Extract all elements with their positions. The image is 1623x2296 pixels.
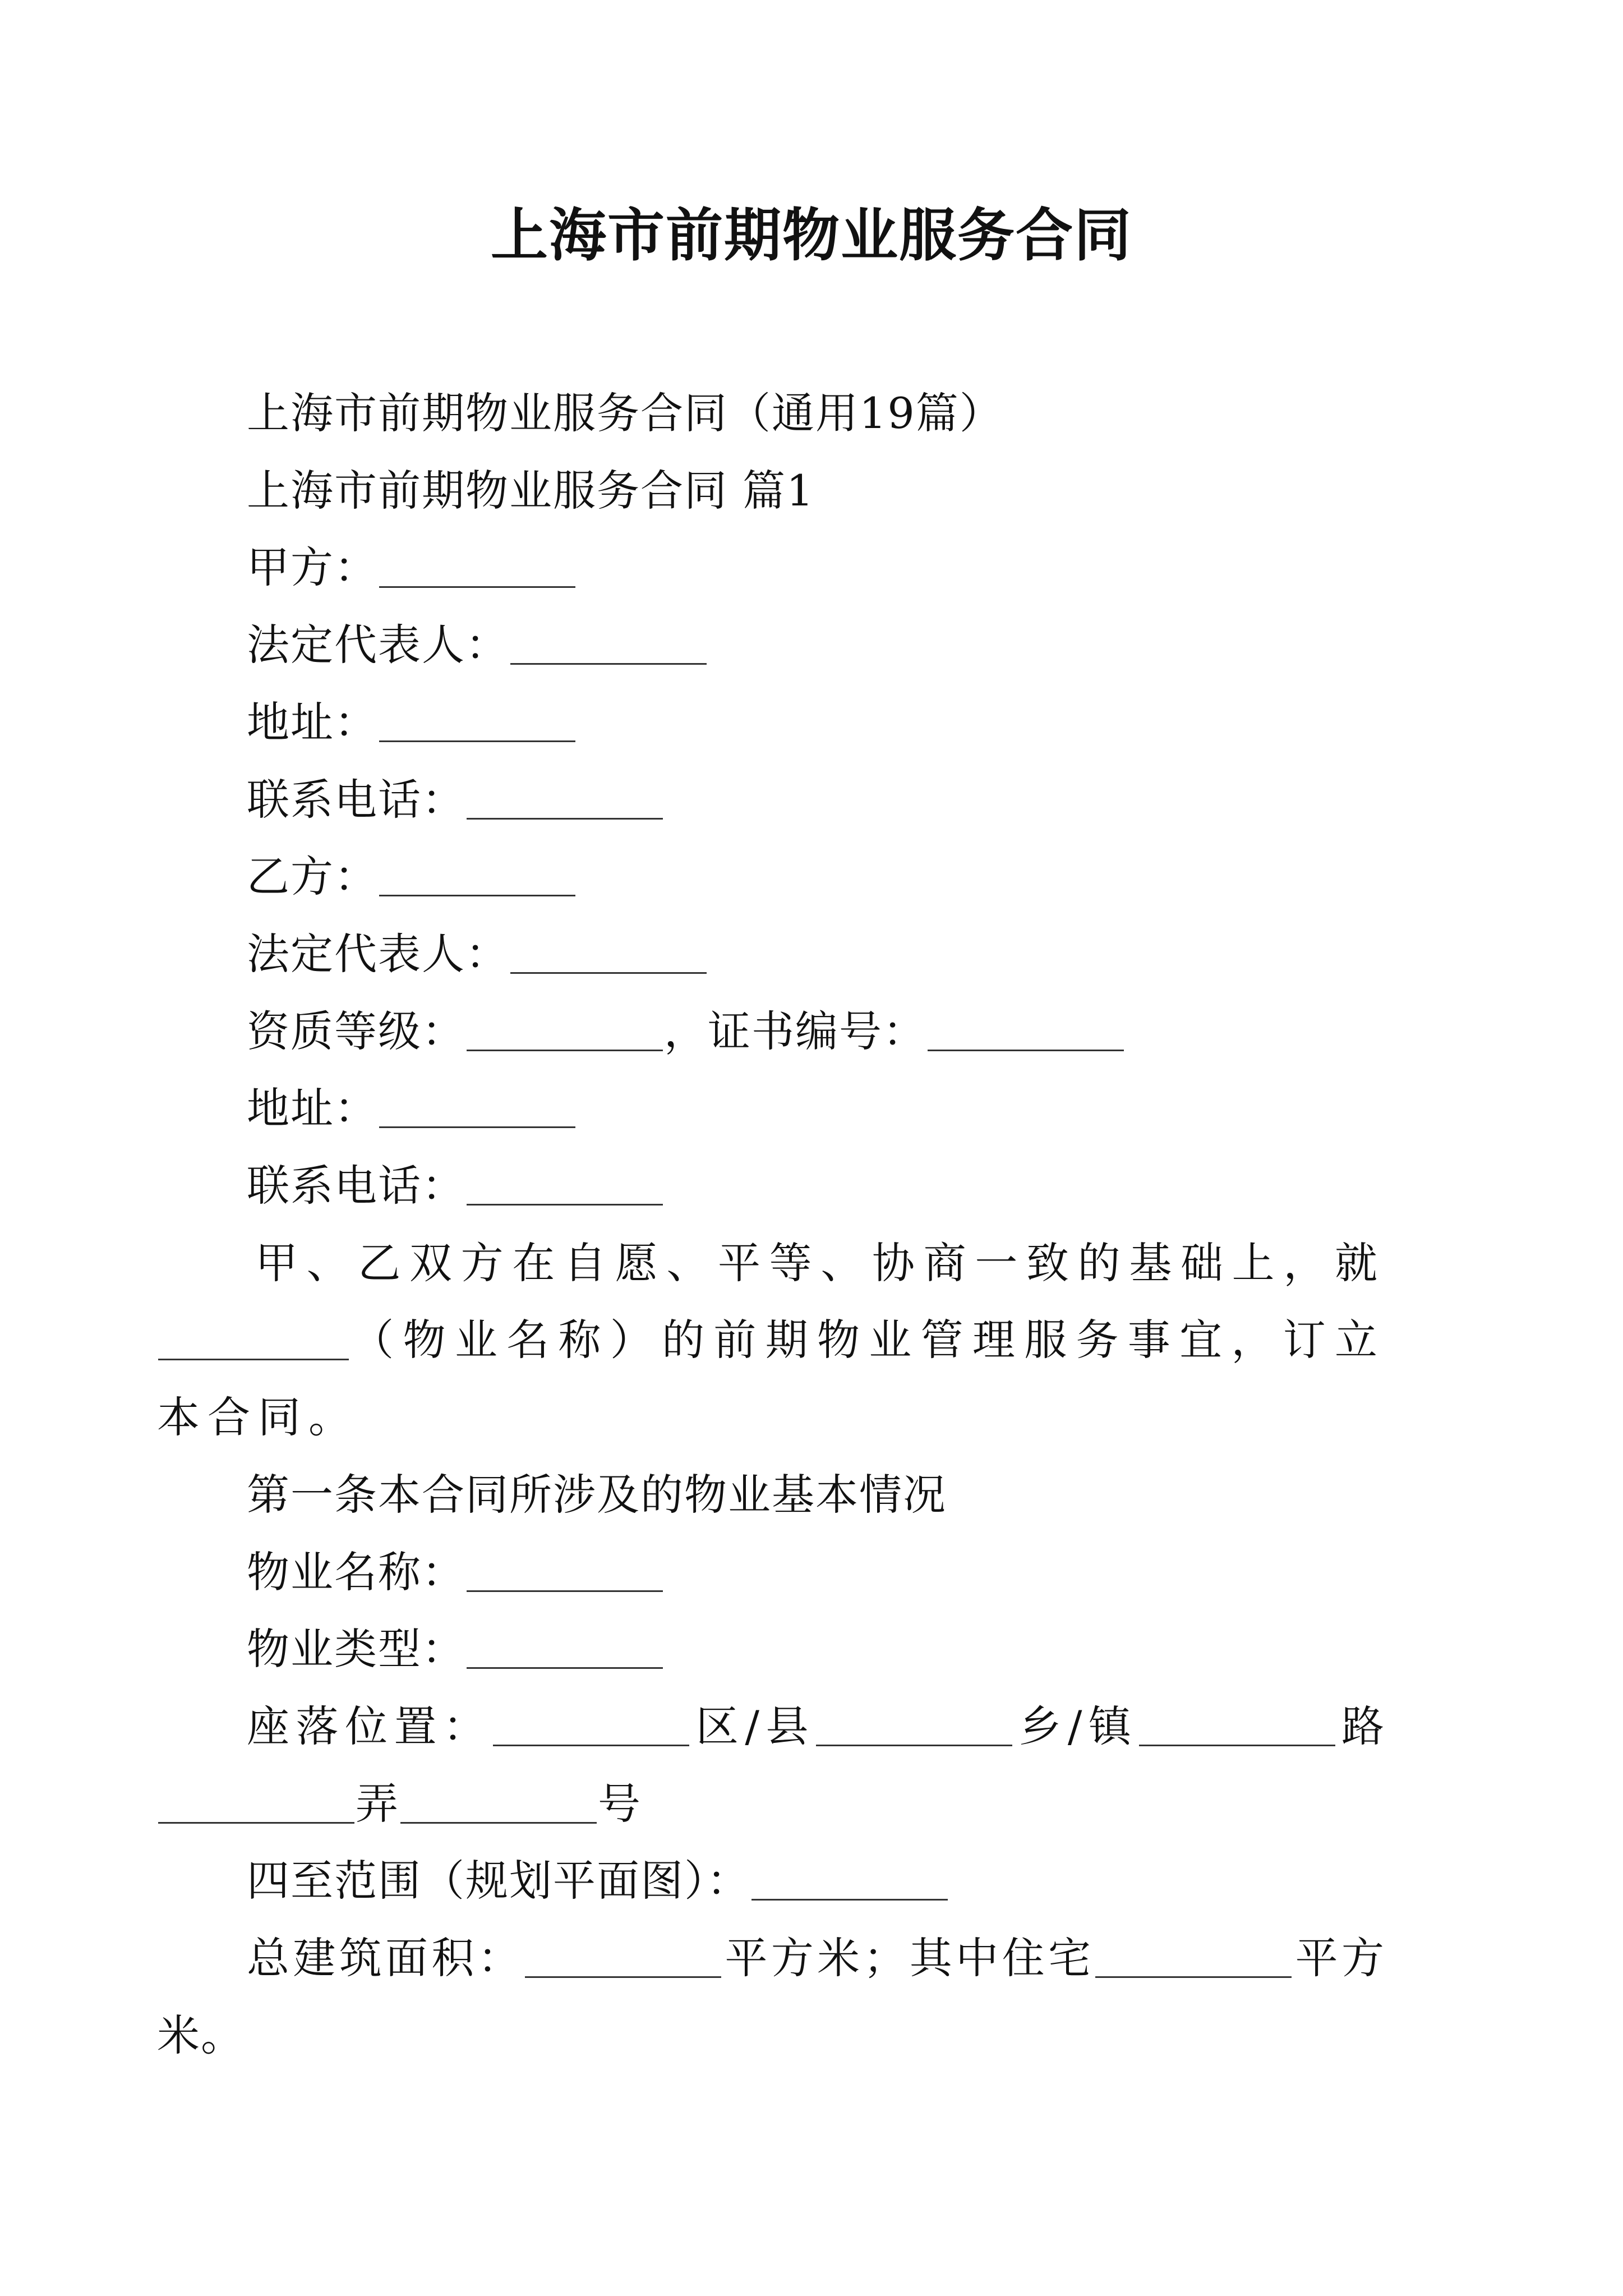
party-a-phone-line — [247, 761, 1385, 839]
district-label: 区/县 — [690, 1701, 815, 1751]
property-name-line — [247, 1534, 1385, 1611]
area-paragraph — [157, 1920, 1385, 2074]
party-a-address-line — [247, 684, 1385, 761]
lane-label: 弄 — [356, 1778, 399, 1829]
party-b-rep-label: 法定代表人： — [247, 928, 509, 979]
intro-part2: （物业名称）的前期物业管理服务事宜，订立本合同。 — [157, 1315, 1385, 1443]
section-heading: 上海市前期物业服务合同 篇1 — [247, 465, 815, 516]
party-a-rep-line — [247, 606, 1385, 684]
party-b-qualification-line — [247, 993, 1385, 1070]
area-unit-end: 平方米。 — [157, 1933, 1386, 2060]
party-b-line — [247, 838, 1385, 915]
road-blank — [1139, 1702, 1335, 1746]
party-b-qualification-blank — [467, 1007, 663, 1051]
party-a-blank — [379, 544, 575, 588]
property-type-blank — [467, 1625, 663, 1669]
boundary-line — [247, 1842, 1385, 1920]
property-type-label: 物业类型： — [247, 1624, 465, 1674]
party-a-address-label: 地址： — [247, 697, 378, 747]
article1-heading: 第一条本合同所涉及的物业基本情况 — [247, 1469, 947, 1520]
area-unit-mid: 平方米；其中住宅 — [722, 1933, 1095, 1984]
total-area-blank — [525, 1934, 721, 1978]
party-b-phone-blank — [467, 1161, 663, 1205]
number-blank — [400, 1779, 597, 1824]
road-label: 路 — [1336, 1701, 1385, 1751]
party-b-address-line — [247, 1070, 1385, 1147]
party-b-address-label: 地址： — [247, 1083, 378, 1134]
intro-part1: 甲、乙双方在自愿、平等、协商一致的基础上，就 — [255, 1237, 1385, 1288]
location-paragraph — [157, 1688, 1385, 1842]
party-b-blank — [379, 852, 575, 896]
party-b-label: 乙方： — [247, 852, 378, 902]
document-subtitle: 上海市前期物业服务合同（通用19篇） — [247, 388, 1003, 438]
party-a-rep-blank — [510, 620, 707, 665]
location-label: 座落位置： — [247, 1701, 492, 1751]
number-label: 号 — [598, 1778, 642, 1829]
party-b-cert-label: ，证书编号： — [664, 1006, 926, 1056]
party-a-phone-blank — [467, 775, 663, 820]
party-a-address-blank — [379, 698, 575, 742]
property-type-line — [247, 1611, 1385, 1688]
property-name-field-blank — [467, 1548, 663, 1592]
party-a-label: 甲方： — [247, 542, 378, 593]
party-b-cert-blank — [928, 1007, 1124, 1051]
property-name-label: 物业名称： — [247, 1547, 465, 1597]
party-a-line — [247, 529, 1385, 606]
party-a-rep-label: 法定代表人： — [247, 620, 509, 670]
lane-blank — [158, 1779, 354, 1824]
party-b-phone-label: 联系电话： — [247, 1161, 465, 1211]
document-title: 上海市前期物业服务合同 — [491, 202, 1132, 269]
party-b-rep-blank — [510, 930, 707, 974]
township-blank — [816, 1702, 1012, 1746]
party-b-address-blank — [379, 1084, 575, 1128]
party-a-phone-label: 联系电话： — [247, 774, 465, 825]
property-name-blank — [158, 1316, 349, 1360]
party-b-rep-line — [247, 915, 1385, 993]
party-b-phone-line — [247, 1147, 1385, 1225]
party-b-qualification-label: 资质等级： — [247, 1006, 465, 1056]
area-label: 总建筑面积： — [247, 1933, 524, 1984]
residential-area-blank — [1095, 1934, 1292, 1978]
intro-paragraph — [157, 1225, 1385, 1456]
district-blank — [493, 1702, 689, 1746]
boundary-label: 四至范围（规划平面图）： — [247, 1856, 750, 1906]
township-label: 乡/镇 — [1013, 1701, 1138, 1751]
boundary-blank — [751, 1856, 948, 1901]
document-body — [157, 375, 1386, 2074]
